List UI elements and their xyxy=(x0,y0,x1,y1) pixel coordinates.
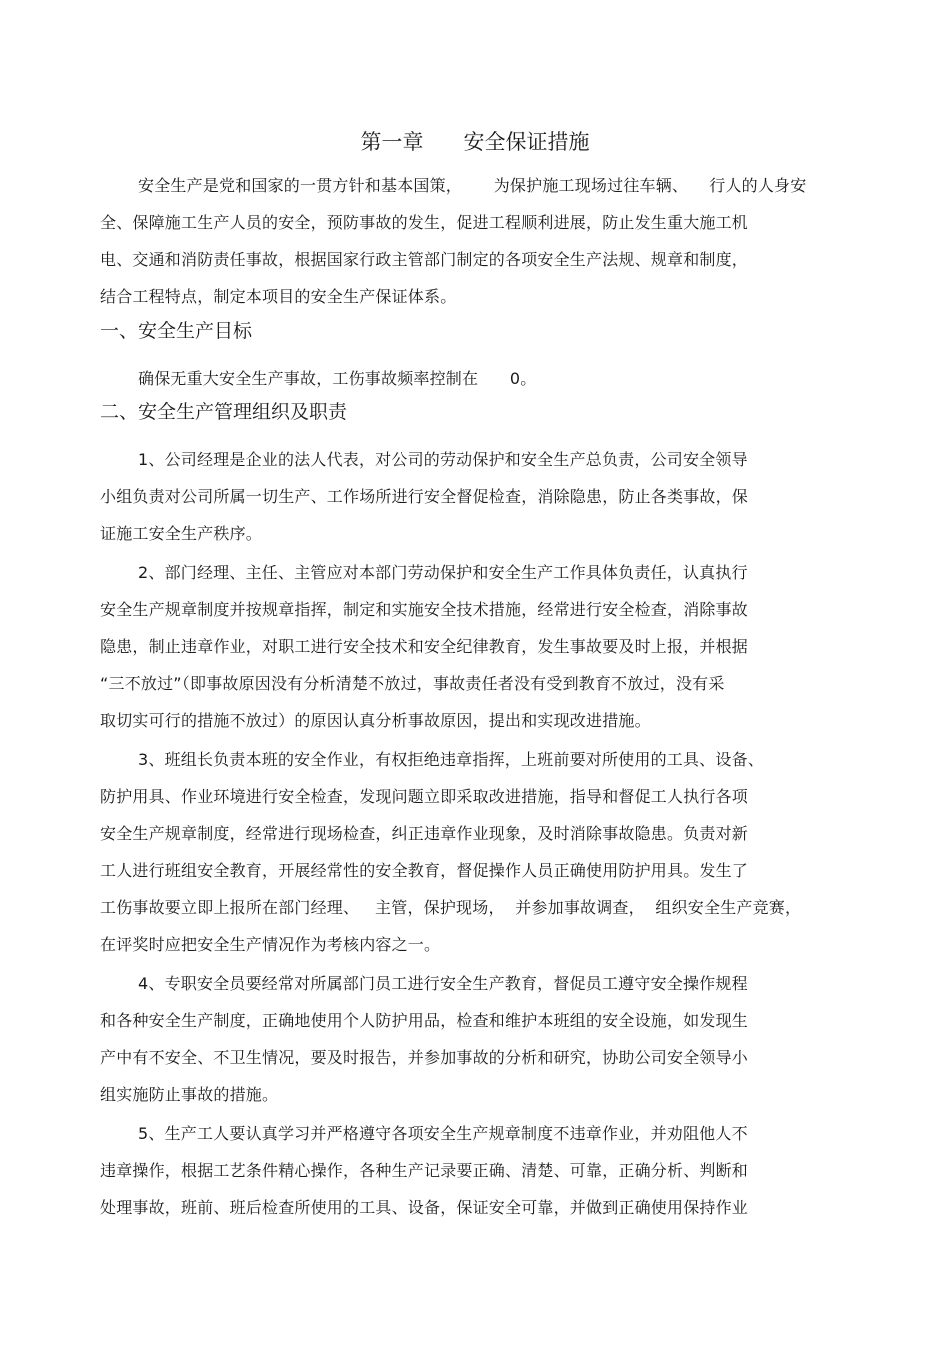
intro-line: 电、交通和消防责任事故，根据国家行政主管部门制定的各项安全生产法规、规章和制度， xyxy=(100,250,749,269)
item2-line: 2、部门经理、主任、主管应对本部门劳动保护和安全生产工作具体负责任，认真执行 xyxy=(138,563,748,582)
section-heading-goal: 一、安全生产目标 xyxy=(100,320,253,342)
item3-line: 安全生产规章制度，经常进行现场检查，纠正违章作业现象，及时消除事故隐患。负责对新 xyxy=(100,824,749,843)
item4-line: 产中有不安全、不卫生情况，要及时报告，并参加事故的分析和研究，协助公司安全领导小 xyxy=(100,1048,749,1067)
item4-line: 和各种安全生产制度，正确地使用个人防护用品，检查和维护本班组的安全设施，如发现生 xyxy=(100,1011,749,1030)
item5-line: 5、生产工人要认真学习并严格遵守各项安全生产规章制度不违章作业，并劝阻他人不 xyxy=(138,1124,748,1143)
item1-line: 证施工安全生产秩序。 xyxy=(100,524,263,543)
section-heading-organization: 二、安全生产管理组织及职责 xyxy=(100,401,348,423)
item2-line: 安全生产规章制度并按规章指挥，制定和实施安全技术措施，经常进行安全检查，消除事故 xyxy=(100,600,749,619)
item3-line: 3、班组长负责本班的安全作业，有权拒绝违章指挥，上班前要对所使用的工具、设备、 xyxy=(138,750,764,769)
item1-line: 小组负责对公司所属一切生产、工作场所进行安全督促检查，消除隐患，防止各类事故，保 xyxy=(100,487,749,506)
item3-line: 工伤事故要立即上报所在部门经理、 主管，保护现场， 并参加事故调查， 组织安全生产竞赛， xyxy=(100,898,802,917)
section-line: 确保无重大安全生产事故，工伤事故频率控制在 0。 xyxy=(138,369,537,388)
intro-line: 结合工程特点，制定本项目的安全生产保证体系。 xyxy=(100,287,457,306)
item1-line: 1、公司经理是企业的法人代表，对公司的劳动保护和安全生产总负责，公司安全领导 xyxy=(138,450,748,469)
item4-line: 组实施防止事故的措施。 xyxy=(100,1085,279,1104)
intro-line: 全、保障施工生产人员的安全，预防事故的发生，促进工程顺利进展，防止发生重大施工机 xyxy=(100,213,749,232)
item2-line: 隐患，制止违章作业，对职工进行安全技术和安全纪律教育，发生事故要及时上报，并根据 xyxy=(100,637,749,656)
item5-line: 违章操作，根据工艺条件精心操作，各种生产记录要正确、清楚、可靠，正确分析、判断和 xyxy=(100,1161,749,1180)
item3-line: 防护用具、作业环境进行安全检查，发现问题立即采取改进措施，指导和督促工人执行各项 xyxy=(100,787,749,806)
item3-line: 在评奖时应把安全生产情况作为考核内容之一。 xyxy=(100,935,441,954)
item3-line: 工人进行班组安全教育，开展经常性的安全教育，督促操作人员正确使用防护用具。发生了 xyxy=(100,861,749,880)
item4-line: 4、专职安全员要经常对所属部门员工进行安全生产教育，督促员工遵守安全操作规程 xyxy=(138,974,748,993)
item5-line: 处理事故，班前、班后检查所使用的工具、设备，保证安全可靠，并做到正确使用保持作业 xyxy=(100,1198,749,1217)
item2-line: “三不放过”（即事故原因没有分析清楚不放过，事故责任者没有受到教育不放过，没有采 xyxy=(100,674,725,693)
item2-line: 取切实可行的措施不放过）的原因认真分析事故原因，提出和实现改进措施。 xyxy=(100,711,651,730)
intro-line: 安全生产是党和国家的一贯方针和基本国策， 为保护施工现场过往车辆、 行人的人身安 xyxy=(138,176,807,195)
chapter-title: 第一章 安全保证措施 xyxy=(360,130,590,154)
